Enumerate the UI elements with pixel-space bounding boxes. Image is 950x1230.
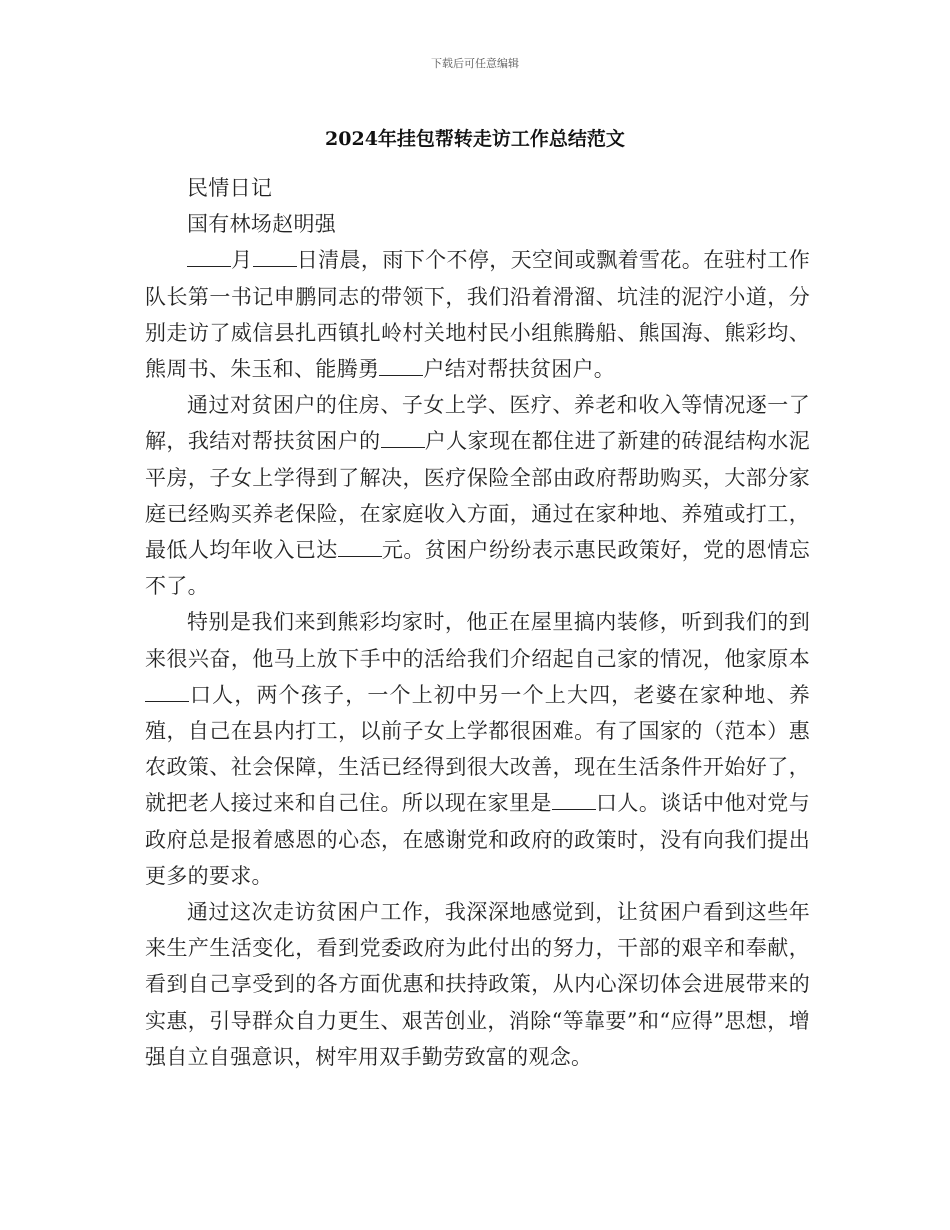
document-title: 2024年挂包帮转走访工作总结范文: [325, 128, 625, 150]
paragraph-2: [145, 387, 810, 604]
subtitle-line: 民情日记: [187, 176, 273, 200]
blank-field: [552, 790, 596, 811]
paragraph-2-part-a: 通过对贫困户的住房、子女上学、医疗、养老和收入等情况逐一了解，我结对帮扶贫困户的: [145, 393, 810, 454]
paragraph-3: [145, 604, 810, 894]
document-body: [145, 170, 810, 1075]
paragraph-3-part-c: 口人。谈话中他对党与政府总是报着感恩的心态，在感谢党和政府的政策时，没有向我们提出更多的要求。: [145, 791, 810, 888]
paragraph-1: [145, 242, 810, 387]
author-line: 国有林场赵明强: [187, 212, 337, 237]
blank-field: [145, 681, 189, 702]
blank-field: [253, 246, 297, 267]
blank-field: [187, 246, 231, 267]
paragraph-4: 通过这次走访贫困户工作，我深深地感觉到，让贫困户看到这些年来生产生活变化，看到党委政府为此付出的努力，干部的艰辛和奉献，看到自己享受到的各方面优惠和扶持政策，从内心深切体会进展带来的实惠，引导群众自力更生、艰苦创业，消除“等靠要”和“应得”思想，增强自立自强意识，树牢用双手勤劳致富的观念。: [145, 900, 810, 1069]
paragraph-1-part-c: 户结对帮扶贫困户。: [423, 357, 616, 382]
blank-field: [381, 427, 425, 448]
paragraph-3-part-b: 口人，两个孩子，一个上初中另一个上大四，老婆在家种地、养殖，自己在县内打工，以前子女上学都很困难。有了国家的（范本）惠农政策、社会保障，生活已经得到很大改善，现在生活条件开始好了，就把老人接过来和自己住。所以现在家里是: [145, 682, 810, 816]
paragraph-3-part-a: 特别是我们来到熊彩均家时，他正在屋里搞内装修，听到我们的到来很兴奋，他马上放下手中的活给我们介绍起自己家的情况，他家原本: [145, 610, 810, 671]
paragraph-2-part-c: 元。贫困户纷纷表示惠民政策好，党的恩情忘不了。: [145, 538, 811, 599]
paragraph-2-part-b: 户人家现在都住进了新建的砖混结构水泥平房，子女上学得到了解决，医疗保险全部由政府帮助购买，大部分家庭已经购买养老保险，在家庭收入方面，通过在家种地、养殖或打工，最低人均年收入已达: [145, 429, 810, 563]
blank-field: [379, 355, 423, 376]
paragraph-1-part-a: 月: [231, 248, 253, 273]
paragraph-1-part-b: 日清晨，雨下个不停，天空间或飘着雪花。在驻村工作队长第一书记申鹏同志的带领下，我们沿着滑溜、坑洼的泥泞小道，分别走访了威信县扎西镇扎岭村关地村民小组熊腾船、熊国海、熊彩均、熊周书、朱玉和、能腾勇: [145, 248, 810, 382]
header-note: 下载后可任意编辑: [431, 57, 519, 70]
blank-field: [338, 536, 382, 557]
